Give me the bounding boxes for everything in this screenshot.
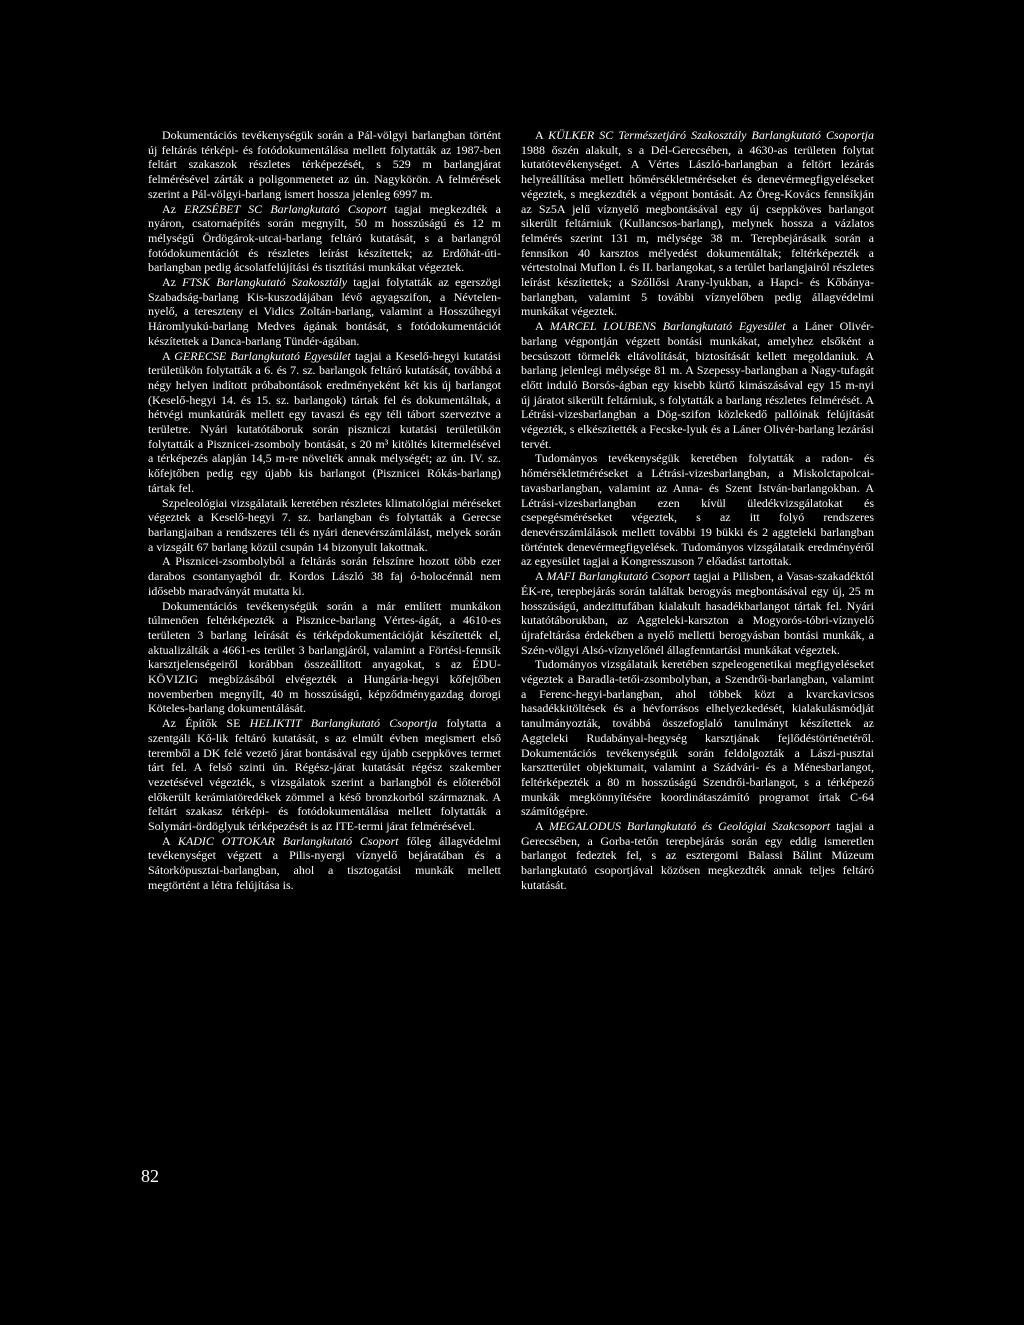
paragraph [148,554,501,598]
paragraph-text: A [535,319,550,334]
paragraph-text: Az [162,201,185,216]
group-name: HELIKTIT Barlangkutató Csoportja [249,716,438,731]
paragraph [521,319,874,451]
paragraph-text: A [535,569,547,584]
paragraph-text: tagjai a Keselő-hegyi kutatási területükön folytatták a 6. és 7. sz. barlangok feltáró kutatását, továbbá a négy helyen indított próbabontások eredményeként két kis új barlangot (Keselő-hegyi 14. és 15. sz. barlangok) tártak fel és dokumentáltak, a hétvégi munkatúrák mellett egy tavaszi és egy téli tábort szerveztve a területre. Nyári kutatótáboruk során piszniczi kutatási területükön folytatták a Pisznicei-zsomboly bontását, s 20 m³ kitöltés kitermelésével a térképezés alapján 14,5 m-re növelték annak mélységét; az ún. IV. sz. kőfejtőben pedig egy újabb kis barlangot (Pisznicei Rókás-barlang) tártak fel. [148,348,501,495]
group-name: GERECSE Barlangkutató Egyesület [174,348,351,363]
paragraph-text: folytatta a szentgáli Kő-lik feltáró kutatását, s az elmúlt évben megismert első teremből a DK felé vezető járat bontásával egy újabb cseppköves termet tárt fel. A felső szinti ún. Régész-járat kutatását régész szakember vezetésével végezték, s vizsgálatok szerint a barlangból és előteréből előkerült kerámiatöredékek zömmel a késő bronzkorból származnak. A feltárt szakasz térképi- és fotódokumentálása mellett folytatták a Solymári-ördöglyuk térképezését is az ITE-termi járat felmérésével. [148,716,502,834]
paragraph-text: tagjai folytatták az egerszögi Szabadság-barlang Kis-kuszodájában lévő agyagszifon, a Névtelen-nyelő, a tereszteny ei Vidics Zoltán-barlang, valamint a Hosszúhegyi Háromlyukú-barlang Medves ágának bontását, s fotódokumentációt készítettek a Danca-barlang Tündér-ágában. [148,275,501,348]
paragraph-text: A [535,819,549,834]
group-name: KADIC OTTOKAR Barlangkutató Csoport [177,833,399,848]
group-name: MARCEL LOUBENS Barlangkutató Egyesület [549,319,786,334]
paragraph [148,275,501,349]
paragraph-text: tagjai a Pilisben, a Vasas-szakadéktól ÉK-re, terepbejárás során találtak berogyás megbontásával egy új, 25 m hosszúságú, andezittufában kialakult hasadékbarlangot tártak fel. Nyári kutatótáborukban, az Aggteleki-karszton a Mogyorós-tóbri-víznyelő újrafeltárása érdekében a nyelő melletti berogyásban bontási munkák, a Szén-völgyi Alsó-víznyelőnél állagfenntartási munkákat végeztek. [521,569,874,657]
group-name: MEGALODUS Barlangkutató és Geológiai Szakcsoport [548,819,831,834]
group-name: MAFI Barlangkutató Csoport [546,569,691,584]
group-name: KÜLKER SC Természetjáró Szakosztály Barlangkutató Csoportja [548,128,874,142]
left-column [148,128,501,893]
paragraph [521,657,874,819]
group-name: FTSK Barlangkutató Szakosztály [182,275,348,290]
group-name: ERZSÉBET SC Barlangkutató Csoport [184,201,387,216]
paragraph-text: Tudományos tevékenységük keretében folytatták a radon- és hőmérsékletméréseket a Létrási-vizesbarlangban, a Miskolctapolcai-tavasbarlangban, valamint az Anna- és Szent István-barlangokban. A Létrási-vizesbarlangban ezen kívül üledékvizsgálatokat és csepegésméréseket végeztek, s az itt folyó rendszeres denevérszámlálások mellett további 19 bükki és 2 aggteleki barlangban történtek denevérmegfigyelések. Tudományos vizsgálataik eredményéről az egyesület tagjai a Kongresszuson 7 előadást tartottak. [521,451,874,569]
paragraph-text: A [162,348,175,363]
paragraph-text: A [535,128,549,142]
paragraph-text: tagjai a Gerecsében, a Gorba-tetőn terepbejárás során egy eddig ismeretlen barlangot fedeztek fel, s az esztergomi Balassi Bálint Múzeum barlangkutató csoportjával közösen megkezdték annak teljes feltáró kutatását. [521,819,875,892]
paragraph [148,349,501,496]
paragraph-text: Az [162,275,183,290]
paragraph [148,599,501,717]
paragraph [521,451,874,569]
paragraph-text: Tudományos vizsgálataik keretében szpeleogenetikai megfigyeléseket végeztek a Baradla-tetői-zsombolyban, a Szendrői-barlangban, valamint a Ferenc-hegyi-barlangban, ahol többek közt a kvarckavicsos hasadékkitöltések és a hévforrásos elhelyezkedését, kialakulásmódját tanulmányozták, továbbá összefoglaló tanulmányt készítettek az Aggteleki Rudabányai-hegység karsztjának fejlődéstörténetéről. Dokumentációs tevékenységük során feldolgozták a Lászi-pusztai karsztterület objektumait, valamint a Szádvári- és a Ménesbarlangot, feltérképezték a 80 m hosszúságú Szendrői-barlangot, s a térképező munkák megkönnyítésére koordinátaszámító programot írtak C-64 számítógépre. [521,657,874,819]
paragraph [148,496,501,555]
paragraph-text: A [162,833,178,848]
paragraph-text: tagjai megkezdték a nyáron, csatornaépítés során megnyílt, 50 m hosszúságú és 12 m mélységű Ördögárok-utcai-barlang feltáró kutatását, s a barlangról fotódokumentációt és részletes leírást készítettek; az Erdőhát-úti-barlangban pedig ácsolatfelújítási és tisztítási munkákat végeztek. [148,201,501,275]
paragraph-text: 1988 őszén alakult, s a Dél-Gerecsében, a 4630-as területen folytat kutatótevékenységet. A Vértes László-barlangban a feltört lezárás helyreállítása mellett hőmérsékletméréseket és denevérmegfigyeléseket végeztek, s megkezdték a végpont bontását. Az Öreg-Kovács fennsíkján az Sz5A jelű víznyelő megbontásával egy új cseppköves barlangot sikerült feltárniuk (Kullancsos-barlang), melynek hossza a vázlatos felmérés szerint 131 m, mélysége 38 m. Terepbejárásaik során a fennsíkon 40 karsztos mélyedést dokumentáltak; feltérképezték a vértestolnai Muflon I. és II. barlangokat, s a terület barlangjairól részletes leírást készítettek; a Szőllősi Arany-lyukban, a Hapci- és Kőbánya-barlangban, valamint 5 további víznyelőben pedig állagvédelmi munkákat végeztek. [521,142,874,319]
right-column [521,128,874,893]
paragraph [148,202,501,276]
paragraph-text: Dokumentációs tevékenységük során a már említett munkákon túlmenően feltérképezték a Pisznice-barlang Vértes-ágát, a 4610-es területen 3 barlang leírását és térképdokumentációját készítették el, aktualizálták a 4661-es terület 3 barlangjáról, valamint a Förtési-fennsík karsztjelenségeiről korábban összeállított anyagokat, s az ÉDU-KÖVIZIG megbízásából elvégezték a Hungária-hegyi kőfejtőben novemberben megnyílt, 40 m hosszúságú, képződménygazdag dorogi Köteles-barlang dokumentálását. [148,598,501,716]
paragraph [148,128,501,202]
paragraph [148,716,501,834]
paragraph-text: Dokumentációs tevékenységük során a Pál-völgyi barlangban történt új feltárás térképi- és fotódokumentálása mellett folytatták az 1987-ben feltárt szakaszok részletes térképezését, s 529 m barlangjárat felmérésével zárták a poligonmenetet az ún. Nagykörön. A felmérések szerint a Pál-völgyi-barlang ismert hossza jelenleg 6997 m. [148,128,501,201]
paragraph [148,834,501,893]
paragraph-text: Szpeleológiai vizsgálataik keretében részletes klimatológiai méréseket végeztek a Keselő-hegyi 7. sz. barlangban és folytatták a Gerecse barlangjaiban a rendszeres téli és nyári denevérszámlálást, melyek során a vizsgált 67 barlang közül csupán 14 bizonyult lakottnak. [148,495,501,554]
paragraph-text: a Láner Olivér-barlang végpontján végzett bontási munkákat, amelyhez elsőként a becsúszott törmelék eltávolítását, biztosítását kellett megoldaniuk. A barlang jelenlegi mélysége 81 m. A Szepessy-barlangban a Nagy-tufagát előtt induló Borsós-ágban egy kisebb kürtő kimászásával egy 15 m-nyi új járatot sikerült feltárniuk, s folytatták a barlang részletes felmérését. A Létrási-vizesbarlangban a Dög-szifon közlekedő pallóinak felújítását végezték, s elkészítették a Fecske-lyuk és a Láner Olivér-barlang lezárási tervét. [521,319,875,451]
paragraph-text: Az Építők SE [162,716,250,731]
paragraph [521,569,874,657]
paragraph-text: A Pisznicei-zsombolyból a feltárás során felszínre hozott több ezer darabos csontanyagból dr. Kordos László 38 faj ó-holocénnál nem idősebb maradványát mutatta ki. [148,554,501,598]
paragraph-text: főleg állagvédelmi tevékenységet végzett a Pilis-nyergi víznyelő bejáratában és a Sátorköpusztai-barlangban, ahol a tisztogatási munkák mellett megtörtént a létra felújítása is. [148,833,501,892]
page-number: 82 [141,1166,159,1186]
paragraph [521,128,874,319]
paragraph [521,819,874,893]
